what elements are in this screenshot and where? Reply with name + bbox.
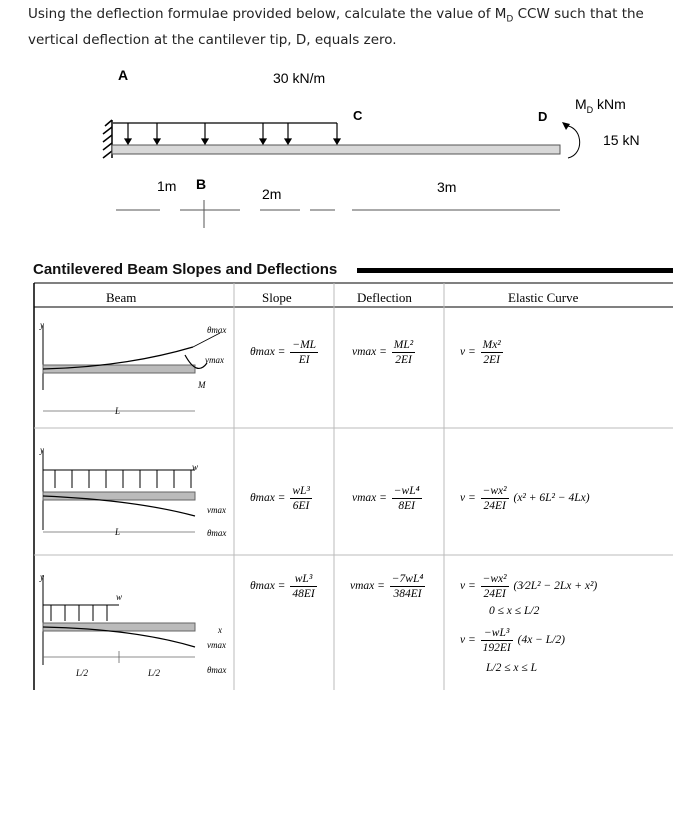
label-udl: 30 kN/m xyxy=(273,70,326,86)
row1-slope-lhs: θmax = xyxy=(250,346,286,359)
row2-slope xyxy=(250,484,314,513)
row2-slope-den: 6EI xyxy=(292,500,310,512)
row2-defl-num: −wL⁴ xyxy=(393,485,420,497)
row1-deflection xyxy=(352,338,417,367)
row2-curve-num: −wx² xyxy=(482,485,507,497)
label-point-load: 15 kN xyxy=(603,132,640,148)
beam xyxy=(112,145,560,154)
header-beam: Beam xyxy=(106,290,137,305)
row3-defl-num: −7wL⁴ xyxy=(391,573,424,585)
row3-label-x: x xyxy=(218,625,222,635)
row1-curve-frac xyxy=(481,338,503,367)
table-title-rule xyxy=(357,268,673,273)
label-dim-bc: 2m xyxy=(262,186,282,202)
row3-range-2: L/2 ≤ x ≤ L xyxy=(486,662,537,674)
table-title: Cantilevered Beam Slopes and Deflections xyxy=(33,261,338,278)
question-text-pre: Using the deflection formulae provided below, calculate the value of M xyxy=(28,6,507,22)
row1-curve-lhs: v = xyxy=(460,346,476,359)
moment-arrow xyxy=(564,126,580,158)
row1-label-theta: θmax xyxy=(207,325,227,335)
row2-beam-figure xyxy=(35,440,235,560)
row1-label-vmax: vmax xyxy=(205,355,224,365)
row3-curve2-frac xyxy=(481,626,513,655)
row3-curve2-num: −wL³ xyxy=(481,626,513,641)
header-elastic-curve: Elastic Curve xyxy=(508,290,579,305)
row3-deflection xyxy=(350,572,427,601)
label-moment-sub: D xyxy=(586,104,594,115)
row2-defl-den: 8EI xyxy=(398,500,415,512)
row2-deflection xyxy=(352,484,424,513)
row3-curve2-rest: (4x − L/2) xyxy=(517,634,565,647)
row3-slope-den: 48EI xyxy=(292,588,315,600)
row3-slope-frac xyxy=(290,572,316,601)
udl-load xyxy=(113,123,340,144)
fixed-support xyxy=(103,120,112,158)
row3-beam-figure xyxy=(35,565,235,685)
row3-curve1-lhs: v = xyxy=(460,580,476,593)
row3-curve1-frac xyxy=(481,572,509,601)
label-moment xyxy=(575,96,626,115)
row3-curve1-den: 24EI xyxy=(483,588,506,600)
row2-slope-frac xyxy=(290,484,312,513)
row3-elastic-curve-1 xyxy=(460,572,597,601)
row3-label-y: y xyxy=(40,572,44,582)
label-point-d: D xyxy=(538,109,548,124)
row1-label-m: M xyxy=(198,380,206,390)
row2-defl-lhs: vmax = xyxy=(352,492,387,505)
row3-label-vmax: vmax xyxy=(207,640,226,650)
row2-label-l: L xyxy=(115,527,121,537)
label-point-c: C xyxy=(353,108,363,123)
row3-slope-lhs: θmax = xyxy=(250,580,286,593)
row2-label-theta: θmax xyxy=(207,528,227,538)
row1-curve-num: Mx² xyxy=(482,339,501,351)
row3-curve1-rest: (3⁄2L² − 2Lx + x²) xyxy=(513,580,598,593)
label-point-b: B xyxy=(196,176,207,192)
label-point-a: A xyxy=(118,67,129,83)
label-dim-ab: 1m xyxy=(157,178,177,194)
row3-label-w: w xyxy=(116,592,123,602)
row1-beam-figure xyxy=(35,315,235,435)
row3-slope xyxy=(250,572,319,601)
row3-range-1: 0 ≤ x ≤ L/2 xyxy=(489,605,540,617)
row2-defl-frac xyxy=(392,484,422,513)
row3-curve2-den: 192EI xyxy=(482,642,511,654)
header-deflection: Deflection xyxy=(357,290,412,305)
row2-curve-rest: (x² + 6L² − 4Lx) xyxy=(513,492,590,505)
row2-label-vmax: vmax xyxy=(207,505,226,515)
row1-slope-num: −ML xyxy=(292,339,317,351)
row1-slope-frac xyxy=(290,338,318,367)
row1-curve-den: 2EI xyxy=(483,354,500,366)
row1-defl-num: ML² xyxy=(393,339,414,351)
row2-curve-frac xyxy=(481,484,509,513)
row3-label-l-half-2: L/2 xyxy=(148,668,161,678)
row1-slope xyxy=(250,338,320,367)
label-dim-cd: 3m xyxy=(437,179,457,195)
row3-defl-den: 384EI xyxy=(393,588,422,600)
row3-curve2-lhs: v = xyxy=(460,634,476,647)
row3-defl-lhs: vmax = xyxy=(350,580,385,593)
row1-slope-den: EI xyxy=(298,354,310,366)
row3-slope-num: wL³ xyxy=(290,572,316,587)
row1-defl-lhs: vmax = xyxy=(352,346,387,359)
row2-curve-lhs: v = xyxy=(460,492,476,505)
row2-slope-num: wL³ xyxy=(292,485,310,497)
question-text-sub: D xyxy=(506,14,514,25)
label-moment-post: kNm xyxy=(593,96,626,112)
row2-elastic-curve xyxy=(460,484,590,513)
row1-label-y: y xyxy=(40,320,44,330)
row2-curve-den: 24EI xyxy=(483,500,506,512)
problem-beam-diagram xyxy=(0,0,690,250)
row1-label-l: L xyxy=(115,406,121,416)
row2-label-y: y xyxy=(40,445,44,455)
row1-defl-frac xyxy=(392,338,415,367)
row3-curve1-num: −wx² xyxy=(482,573,507,585)
row1-defl-den: 2EI xyxy=(395,354,412,366)
row2-label-w: w xyxy=(192,462,199,472)
question-text-post: CCW such that the vertical deflection at the cantilever tip, D, equals zero. xyxy=(28,6,644,48)
row3-label-theta: θmax xyxy=(207,665,227,675)
dimension-lines xyxy=(116,200,560,228)
row1-elastic-curve xyxy=(460,338,505,367)
row3-defl-frac xyxy=(390,572,426,601)
row3-label-l-half-1: L/2 xyxy=(76,668,89,678)
label-moment-pre: M xyxy=(575,96,587,112)
row3-elastic-curve-2 xyxy=(460,626,565,655)
header-slope: Slope xyxy=(262,290,292,305)
row2-slope-lhs: θmax = xyxy=(250,492,286,505)
